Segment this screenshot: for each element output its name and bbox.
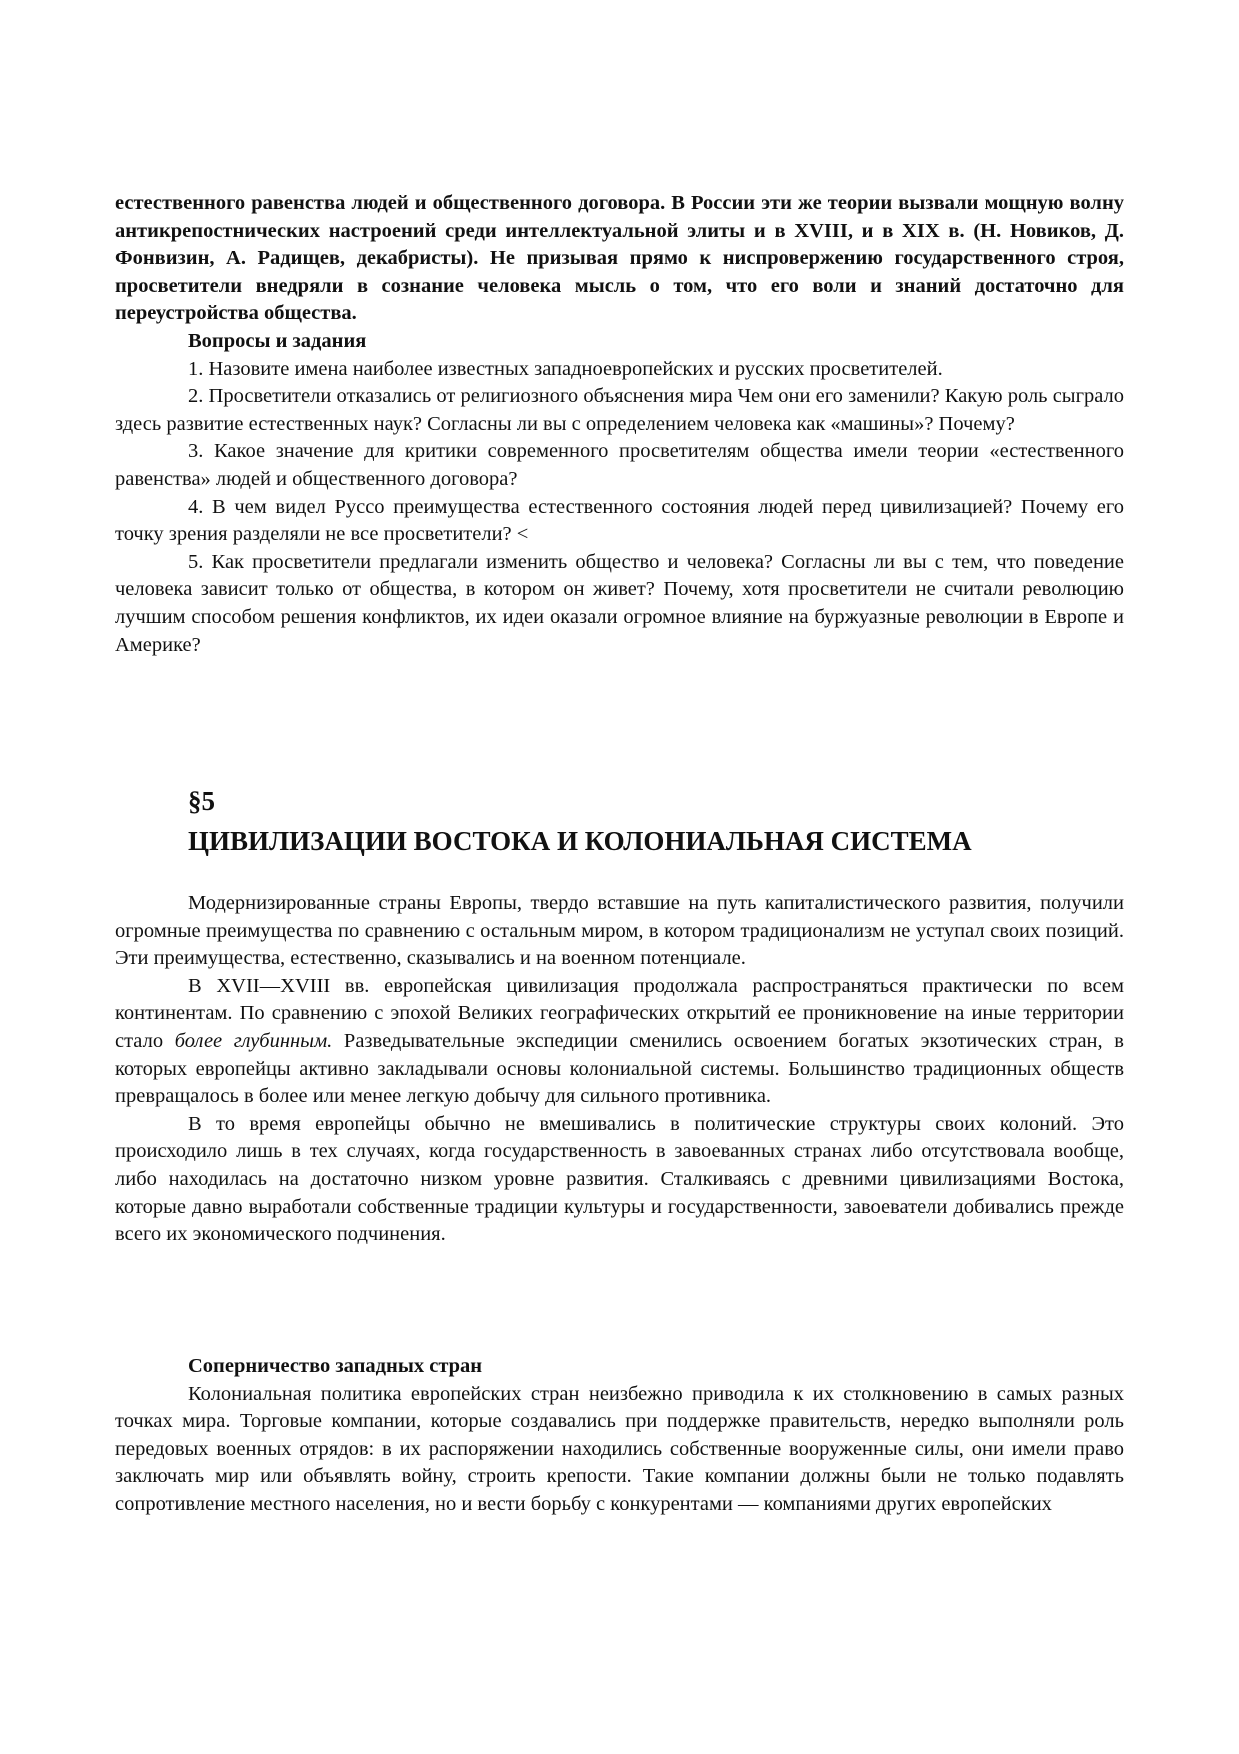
intro-block bbox=[115, 190, 1124, 659]
section-body bbox=[115, 890, 1124, 1249]
subsection-paragraph: Колониальная политика европейских стран неизбежно приводила к их столкновению в самых разных точках мира. Торговые компании, которые создавались при поддержке правительств, нередко выполняли роль передовых военных отрядов: в их распоряжении находились собственные вооруженные силы, они имели право заключать мир или объявлять войну, строить крепости. Такие компании должны были не только подавлять сопротивление местного населения, но и вести борьбу с конкурентами — компаниями других европейских bbox=[115, 1382, 1124, 1515]
section-paragraph-2 bbox=[115, 973, 1124, 1111]
question-4: 4. В чем видел Руссо преимущества естественного состояния людей перед цивилизацией? Почему его точку зрения разделяли не все просветители? < bbox=[115, 495, 1124, 546]
subsection-body bbox=[115, 1353, 1124, 1519]
p2-text-after: Разведывательные экспедиции сменились освоением богатых экзотических стран, в которых европейцы активно закладывали основы колониальной системы. Большинство традиционных обществ превращалось в более или менее легкую добычу для сильного противника. bbox=[115, 1029, 1124, 1108]
intro-paragraph: естественного равенства людей и общественного договора. В России эти же теории вызвали мощную волну антикрепостнических настроений среди интеллектуальной элиты и в XVIII, и в XIX в. (Н. Новиков, Д. Фонвизин, А. Радищев, декабристы). Не призывая прямо к ниспровержению государственного строя, просветители внедряли в сознание человека мысль о том, что его воли и знаний достаточно для переустройства общества. bbox=[115, 192, 1124, 325]
p2-text-before: В XVII—XVIII вв. европейская цивилизация продолжала распространяться практически по всем континентам. По сравнению с эпохой Великих географических открытий ее проникновение на иные территории стало bbox=[115, 974, 1124, 1052]
question-3: 3. Какое значение для критики современного просветителям общества имели теории «естественного равенства» людей и общественного договора? bbox=[115, 440, 1124, 490]
p2-italic-phrase: более глубинным. bbox=[174, 1029, 333, 1052]
question-2: 2. Просветители отказались от религиозного объяснения мира Чем они его заменили? Какую роль сыграло здесь развитие естественных наук? Согласны ли вы с определением человека как «машины»? Почему? bbox=[115, 385, 1124, 435]
subsection-heading: Соперничество западных стран bbox=[188, 1355, 483, 1377]
section-number: §5 bbox=[188, 786, 215, 816]
section-paragraph-1: Модернизированные страны Европы, твердо вставшие на путь капиталистического развития, получили огромные преимущества по сравнению с остальным миром, в котором традиционализм не уступал своих позиций. Эти преимущества, естественно, сказывались и на военном потенциале. bbox=[115, 892, 1124, 970]
section-paragraph-3: В то время европейцы обычно не вмешивались в политические структуры своих колоний. Это происходило лишь в тех случаях, когда государственность в завоеванных странах либо отсутствовала вообще, либо находилась на достаточно низком уровне развития. Сталкиваясь с древними цивилизациями Востока, которые давно выработали собственные традиции культуры и государственности, завоеватели добивались прежде всего их экономического подчинения. bbox=[115, 1112, 1124, 1246]
question-1: 1. Назовите имена наиболее известных западноевропейских и русских просветителей. bbox=[188, 357, 943, 380]
section-title: ЦИВИЛИЗАЦИИ ВОСТОКА И КОЛОНИАЛЬНАЯ СИСТЕМА bbox=[188, 826, 972, 856]
questions-heading: Вопросы и задания bbox=[188, 329, 367, 352]
question-5: 5. Как просветители предлагали изменить общество и человека? Согласны ли вы с тем, что поведение человека зависит только от общества, в котором он живет? Почему, хотя просветители не считали революцию лучшим способом решения конфликтов, их идеи оказали огромное влияние на буржуазные революции в Европе и Америке? bbox=[115, 550, 1124, 656]
